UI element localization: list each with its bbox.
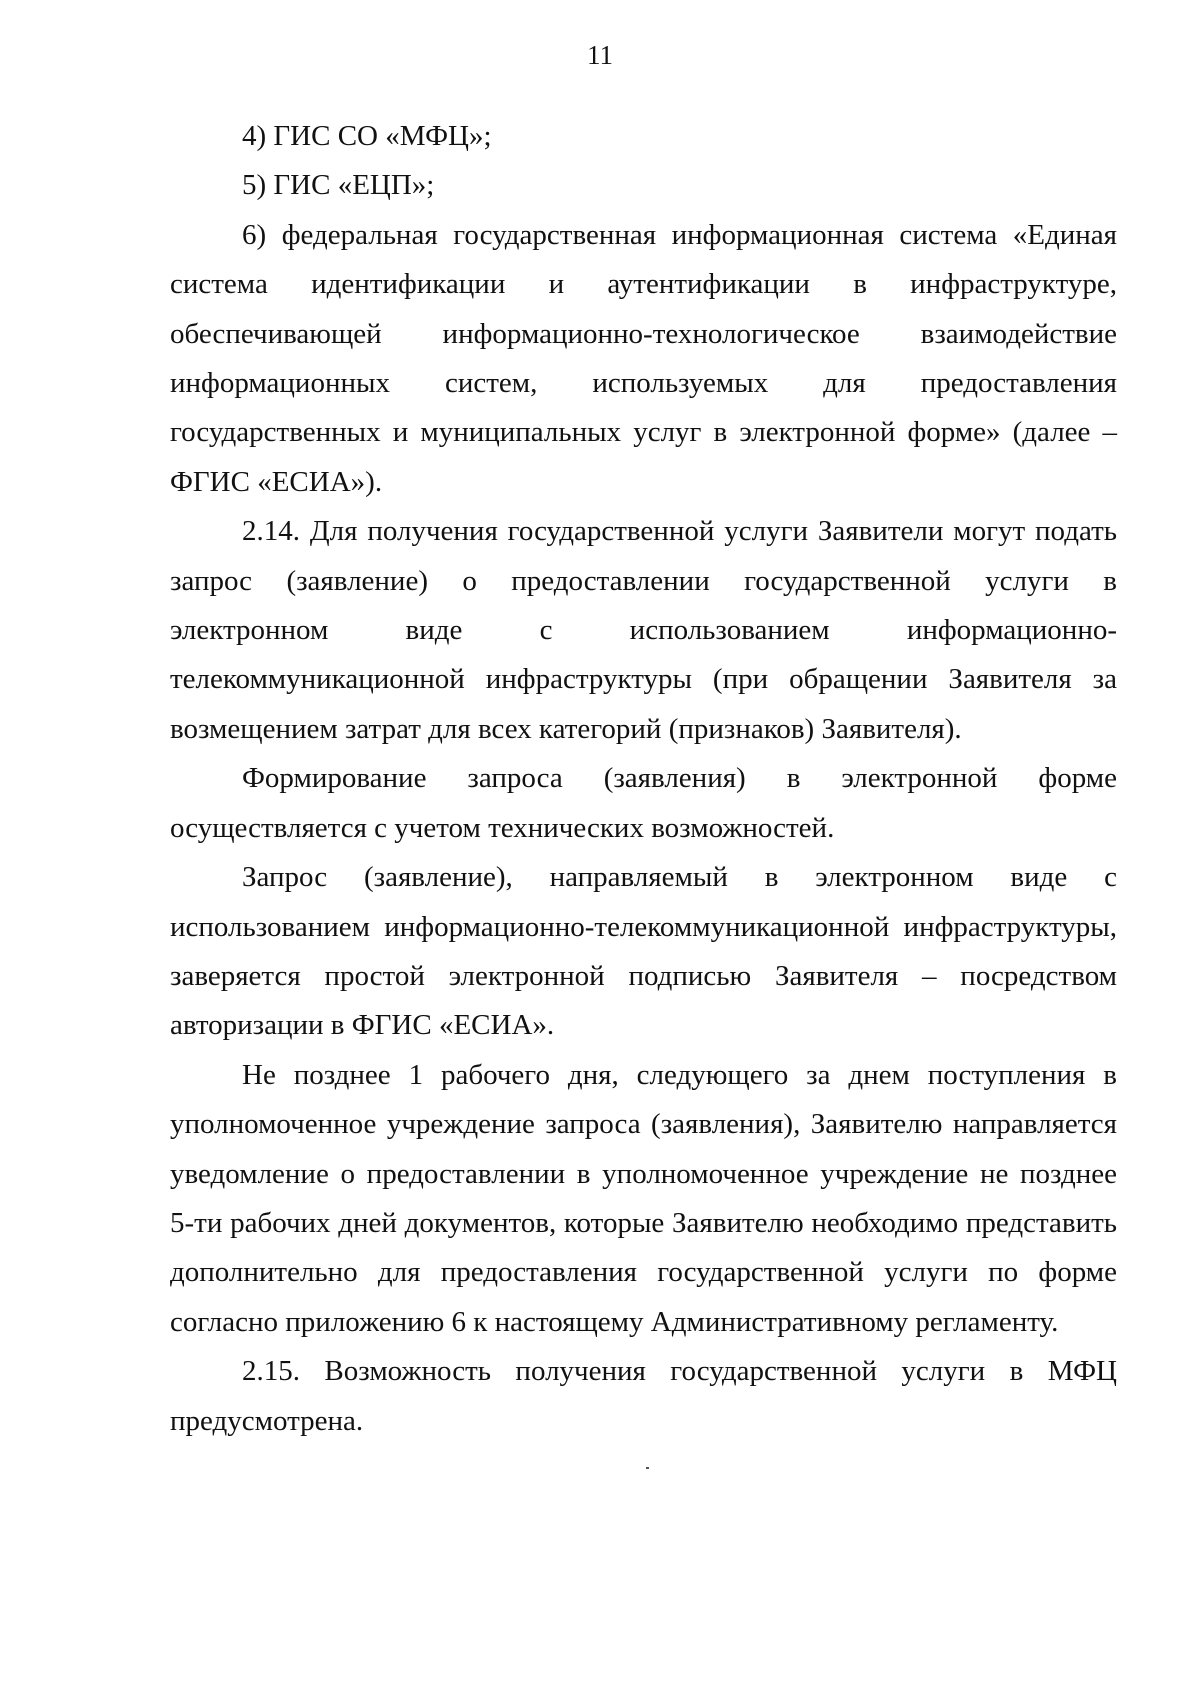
paragraph-list-item-6: 6) федеральная государственная информационная система «Единая система идентификации и аутентификации в инфраструктуре, обеспечивающей информационно-технологическое взаимодействие информационных систем, используемых для предоставления государственных и муниципальных услуг в электронной форме» (далее – ФГИС «ЕСИА»).: [170, 218, 1117, 498]
paragraph-2-15: 2.15. Возможность получения государственной услуги в МФЦ предусмотрена.: [170, 1355, 1117, 1437]
page-number: 11: [587, 40, 613, 70]
paragraph-notification: Не позднее 1 рабочего дня, следующего за днем поступления в уполномоченное учреждение запроса (заявления), Заявителю направляется уведомление о предоставлении в уполномоченное учреждение не позднее 5-ти рабочих дней документов, которые Заявителю необходимо представить дополнительно для предоставления государственной услуги по форме согласно приложению 6 к настоящему Административному регламенту.: [170, 1058, 1117, 1338]
paragraph-request-signature: Запрос (заявление), направляемый в электронном виде с использованием информационно-телекоммуникационной инфраструктуры, заверяется простой электронной подписью Заявителя – посредством авторизации в ФГИС «ЕСИА».: [170, 861, 1117, 1042]
paragraph-list-item-4: 4) ГИС СО «МФЦ»;: [242, 120, 492, 152]
paragraph-list-item-5: 5) ГИС «ЕЦП»;: [242, 169, 435, 202]
document-body: [170, 112, 1117, 1446]
paragraph-forming-request: Формирование запроса (заявления) в электронной форме осуществляется с учетом технических возможностей.: [170, 762, 1117, 844]
paragraph-2-14: 2.14. Для получения государственной услуги Заявители могут подать запрос (заявление) о предоставлении государственной услуги в электронном виде с использованием информационно-телекоммуникационной инфраструктуры (при обращении Заявителя за возмещением затрат для всех категорий (признаков) Заявителя).: [170, 515, 1117, 745]
scan-speck: [646, 1467, 649, 1469]
